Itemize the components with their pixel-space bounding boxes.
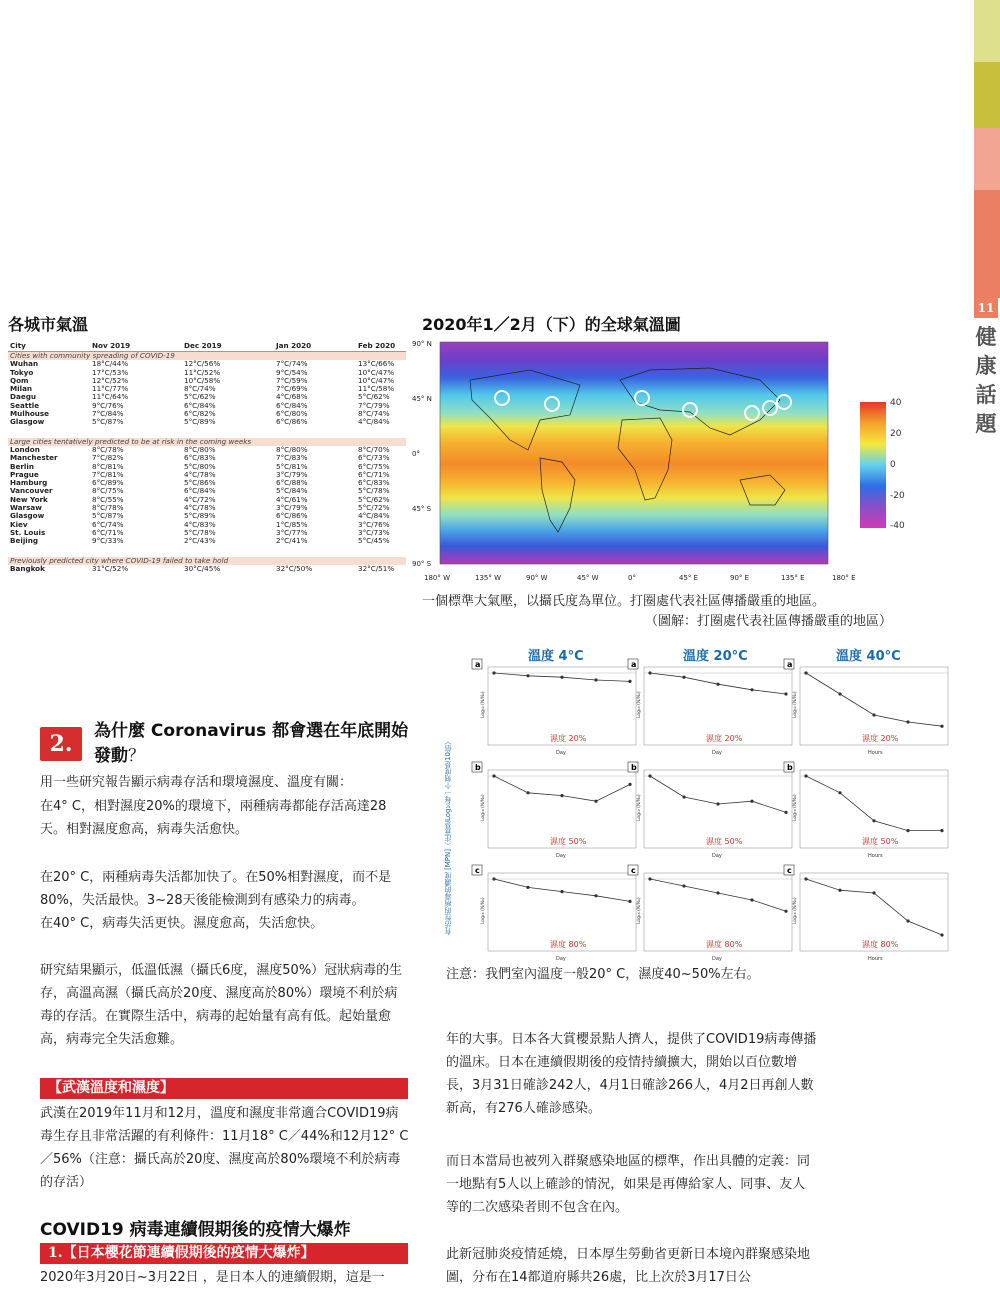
decay-chart-point bbox=[940, 725, 943, 728]
decay-chart-point bbox=[838, 692, 841, 695]
decay-chart-point bbox=[716, 802, 719, 805]
legend-label-0: 0 bbox=[890, 460, 896, 470]
paragraph-results: 研究結果顯示，低溫低濕（攝氏6度，濕度50%）冠狀病毒的生存，高溫高濕（攝氏高於20度、濕度高於80%）環境不利於病毒的存活。在實際生活中，病毒的起始量有高有低。起始量愈高，病毒完全失活愈難。 bbox=[40, 963, 403, 1047]
decay-chart-y-label: Log₁₀ (N/N₀) bbox=[793, 691, 798, 718]
decay-chart-point bbox=[750, 688, 753, 691]
map-lon-label: 180° E bbox=[832, 574, 856, 582]
decay-chart-panel bbox=[628, 762, 792, 859]
decay-chart-point bbox=[838, 791, 841, 794]
city-table-row: Tokyo 17°C/53% 11°C/52% 9°C/54% 10°C/47% bbox=[10, 367, 395, 377]
chart-col-title-40c: 溫度 40°C bbox=[836, 649, 901, 664]
paragraph-20c: 在20° C，兩種病毒失活都加快了。在50%相對濕度，而不是80%，失活最快。3~28天後能檢測到有感染力的病毒。 bbox=[40, 870, 392, 908]
decay-chart-humidity-label: 濕度 50% bbox=[862, 837, 899, 846]
decay-chart-point bbox=[492, 671, 495, 674]
decay-chart-point bbox=[804, 671, 807, 674]
decay-chart-humidity-label: 濕度 50% bbox=[706, 837, 743, 846]
map-caption-line2: （圖解：打圈處代表社區傳播嚴重的地區） bbox=[644, 614, 892, 629]
outbreak-heading: COVID19 病毒連續假期後的疫情大爆炸 bbox=[40, 1220, 351, 1240]
decay-chart-point bbox=[682, 884, 685, 887]
city-table-row: Bangkok 31°C/52% 30°C/45% 32°C/50% 32°C/51% bbox=[10, 563, 395, 573]
city-table-row: Qom 12°C/52% 10°C/58% 7°C/59% 10°C/47% bbox=[10, 375, 395, 385]
map-lon-label: 45° W bbox=[577, 574, 599, 582]
decay-chart-x-label: Day bbox=[556, 956, 566, 962]
decay-chart-point bbox=[560, 676, 563, 679]
city-table-row: Warsaw 8°C/78% 4°C/78% 3°C/79% 5°C/72% bbox=[10, 503, 390, 513]
decay-chart-x-label: Day bbox=[556, 750, 566, 756]
city-table-row: Hamburg 6°C/89% 5°C/86% 6°C/88% 6°C/83% bbox=[10, 478, 390, 488]
global-temperature-map bbox=[410, 340, 856, 590]
side-strip-1 bbox=[974, 0, 1000, 62]
decay-chart-point bbox=[628, 783, 631, 786]
decay-chart-point bbox=[560, 794, 563, 797]
decay-chart-point bbox=[594, 678, 597, 681]
map-lon-label: 135° W bbox=[475, 574, 502, 582]
city-table-row: Glasgow 5°C/87% 5°C/89% 6°C/86% 4°C/84% bbox=[10, 511, 390, 521]
paragraph-japan-cont: 年的大事。日本各大賞櫻景點人擠人，提供了COVID19病毒傳播的溫床。日本在連續假期後的疫情持續擴大，開始以百位數增長，3月31日確診242人，4月1日確診266人，4月2日再創人數新高，有276人確診感染。 bbox=[446, 1032, 817, 1116]
city-table-row: Beijing 9°C/33% 2°C/43% 2°C/41% 5°C/45% bbox=[10, 536, 390, 546]
side-strip-3 bbox=[974, 128, 1000, 190]
city-table-row: Manchester 7°C/82% 6°C/83% 7°C/83% 6°C/73% bbox=[10, 453, 390, 463]
decay-chart-point bbox=[526, 674, 529, 677]
decay-chart-y-label: Log₁₀ (N/N₀) bbox=[637, 691, 642, 718]
decay-chart-point bbox=[750, 800, 753, 803]
city-table-row: Prague 7°C/81% 4°C/78% 3°C/79% 6°C/71% bbox=[10, 469, 390, 479]
decay-chart-point bbox=[594, 894, 597, 897]
decay-chart-point bbox=[906, 919, 909, 922]
decay-chart-humidity-label: 濕度 80% bbox=[550, 940, 587, 949]
decay-chart-panel bbox=[784, 659, 948, 756]
wuhan-section-bar: 【武漢溫度和濕度】 bbox=[40, 1078, 408, 1099]
city-table-group-label: Cities with community spreading of COVID-19 bbox=[8, 352, 406, 361]
city-table-col-header: Feb 2020 bbox=[356, 340, 406, 352]
city-temperature-table bbox=[8, 340, 406, 573]
legend-label-20: 20 bbox=[890, 429, 902, 439]
question-title-mark: ？ bbox=[128, 746, 145, 766]
decay-chart-letter: b bbox=[631, 763, 637, 772]
map-lat-label: 90° N bbox=[412, 340, 432, 348]
decay-charts-grid bbox=[470, 655, 970, 962]
decay-chart-y-label: Log₁₀ (N/N₀) bbox=[481, 794, 486, 821]
city-table-col-header: Jan 2020 bbox=[274, 340, 356, 352]
decay-chart-point bbox=[682, 795, 685, 798]
decay-chart-point bbox=[628, 680, 631, 683]
legend-label-minus40: -40 bbox=[890, 521, 905, 531]
side-strip-4 bbox=[974, 190, 1000, 298]
chart-col-title-4c: 溫度 4°C bbox=[528, 649, 584, 664]
paragraph-cluster-definition: 而日本當局也被列入群聚感染地區的標準，作出具體的定義：同一地點有5人以上確診的情況，如果是再傳給家人、同事、友人等的二次感染者則不包含在內。 bbox=[446, 1154, 811, 1215]
decay-chart-point bbox=[940, 933, 943, 936]
decay-chart-y-label: Log₁₀ (N/N₀) bbox=[481, 691, 486, 718]
city-table-row: Wuhan 18°C/44% 12°C/56% 7°C/74% 13°C/66% bbox=[10, 359, 395, 369]
decay-chart-humidity-label: 濕度 50% bbox=[550, 837, 587, 846]
map-lat-label: 45° N bbox=[412, 395, 432, 403]
question-title-text: 為什麼 Coronavirus 都會選在年底開始發動 bbox=[94, 721, 409, 766]
map-lon-label: 90° W bbox=[526, 574, 548, 582]
decay-chart-point bbox=[594, 800, 597, 803]
decay-chart-point bbox=[628, 900, 631, 903]
city-table-row: Vancouver 8°C/75% 6°C/84% 5°C/84% 5°C/78% bbox=[10, 486, 390, 496]
question-title bbox=[94, 719, 414, 769]
map-lat-label: 0° bbox=[412, 450, 420, 458]
map-lon-label: 90° E bbox=[730, 574, 750, 582]
decay-chart-humidity-label: 濕度 80% bbox=[706, 940, 743, 949]
decay-chart-panel bbox=[784, 865, 948, 962]
decay-chart-y-label: Log₁₀ (N/N₀) bbox=[637, 897, 642, 924]
temperature-legend-bar bbox=[860, 402, 886, 528]
decay-chart-letter: a bbox=[631, 660, 637, 669]
city-table-col-header: City bbox=[8, 340, 90, 352]
decay-chart-panel bbox=[628, 865, 792, 962]
map-caption-line1: 一個標準大氣壓，以攝氏度為單位。打圈處代表社區傳播嚴重的地區。 bbox=[422, 594, 826, 609]
city-table-col-header: Dec 2019 bbox=[182, 340, 274, 352]
map-lon-label: 135° E bbox=[781, 574, 805, 582]
paragraph-cluster-map: 此新冠肺炎疫情延燒，日本厚生勞動省更新日本境內群聚感染地圖，分布在14都道府縣共26處，比上次於3月17日公 bbox=[446, 1247, 811, 1285]
decay-chart-letter: c bbox=[475, 866, 480, 875]
paragraph-intro: 用一些研究報告顯示病毒存活和環境濕度、溫度有關： bbox=[40, 775, 353, 790]
decay-chart-panel bbox=[784, 762, 948, 859]
city-table-row: Berlin 8°C/81% 5°C/80% 5°C/81% 6°C/75% bbox=[10, 461, 390, 471]
decay-chart-point bbox=[784, 910, 787, 913]
decay-chart-humidity-label: 濕度 20% bbox=[862, 734, 899, 743]
decay-chart-point bbox=[804, 877, 807, 880]
city-table-row: London 8°C/78% 8°C/80% 8°C/80% 8°C/70% bbox=[10, 444, 390, 454]
charts-note: 注意：我們室內溫度一般20° C，濕度40~50%左右。 bbox=[446, 967, 760, 982]
city-table-row: New York 8°C/55% 4°C/72% 4°C/61% 5°C/62% bbox=[10, 494, 390, 504]
decay-chart-y-label: Log₁₀ (N/N₀) bbox=[481, 897, 486, 924]
decay-chart-x-label: Hours bbox=[868, 853, 883, 859]
page-number: 11 bbox=[974, 298, 998, 318]
paragraph-japan-start: 2020年3月20日~3月22日 ，是日本人的連續假期，這是一 bbox=[40, 1270, 385, 1285]
decay-chart-point bbox=[716, 683, 719, 686]
map-lon-label: 45° E bbox=[679, 574, 699, 582]
decay-chart-point bbox=[492, 774, 495, 777]
decay-chart-point bbox=[804, 774, 807, 777]
decay-chart-x-label: Day bbox=[556, 853, 566, 859]
decay-chart-panel bbox=[472, 659, 636, 756]
map-lat-label: 90° S bbox=[412, 560, 432, 568]
decay-chart-point bbox=[940, 829, 943, 832]
decay-chart-humidity-label: 濕度 20% bbox=[706, 734, 743, 743]
decay-chart-point bbox=[648, 877, 651, 880]
decay-chart-point bbox=[872, 891, 875, 894]
map-lat-label: 45° S bbox=[412, 505, 432, 513]
decay-chart-y-label: Log₁₀ (N/N₀) bbox=[793, 794, 798, 821]
decay-chart-point bbox=[838, 889, 841, 892]
paragraph-40c: 在40° C，病毒失活更快。濕度愈高，失活愈快。 bbox=[40, 916, 324, 931]
city-table-row: Seattle 9°C/76% 6°C/84% 6°C/84% 7°C/79% bbox=[10, 400, 390, 410]
charts-y-axis-title: 有活性的病毒的濃度 [MPN]（注意是Log₁₀每一个刻度是10倍） bbox=[444, 738, 452, 936]
decay-chart-x-label: Hours bbox=[868, 750, 883, 756]
section-title: 健康話題 bbox=[975, 324, 997, 436]
decay-chart-letter: c bbox=[631, 866, 636, 875]
city-table-col-header: Nov 2019 bbox=[90, 340, 182, 352]
map-lon-label: 180° W bbox=[424, 574, 451, 582]
map-lon-label: 0° bbox=[628, 574, 636, 582]
decay-chart-point bbox=[906, 829, 909, 832]
city-table-row: Daegu 11°C/64% 5°C/62% 4°C/68% 5°C/62% bbox=[10, 392, 390, 402]
city-table-row: Milan 11°C/77% 8°C/74% 7°C/69% 11°C/58% bbox=[10, 384, 395, 394]
decay-chart-point bbox=[872, 819, 875, 822]
decay-chart-point bbox=[648, 671, 651, 674]
legend-label-minus20: -20 bbox=[890, 491, 905, 501]
city-table-row: Mulhouse 7°C/84% 6°C/82% 6°C/80% 8°C/74% bbox=[10, 409, 390, 419]
question-number-badge: 2. bbox=[40, 727, 82, 761]
decay-chart-panel bbox=[472, 865, 636, 962]
paragraph-4c: 在4° C，相對濕度20%的環境下，兩種病毒都能存活高達28天。相對濕度愈高，病毒失活愈快。 bbox=[40, 799, 387, 837]
decay-chart-point bbox=[716, 891, 719, 894]
decay-chart-letter: a bbox=[475, 660, 481, 669]
japan-section-bar: 1.【日本櫻花節連續假期後的疫情大爆炸】 bbox=[40, 1243, 408, 1264]
decay-chart-point bbox=[872, 713, 875, 716]
city-table-row: St. Louis 6°C/71% 5°C/78% 3°C/77% 3°C/73% bbox=[10, 527, 390, 537]
decay-chart-point bbox=[560, 890, 563, 893]
city-table-group-label: Large cities tentatively predicted to be at risk in the coming weeks bbox=[8, 438, 406, 446]
city-table-heading: 各城市氣溫 bbox=[8, 315, 89, 334]
legend-label-40: 40 bbox=[890, 398, 902, 408]
decay-chart-y-label: Log₁₀ (N/N₀) bbox=[793, 897, 798, 924]
decay-chart-point bbox=[750, 898, 753, 901]
paragraph-wuhan: 武漢在2019年11月和12月，溫度和濕度非常適合COVID19病毒生存且非常活躍的有利條件：11月18° C／44%和12月12° C／56%（注意：攝氏高於20度、濕度高於80%環境不利於病毒的存活） bbox=[40, 1106, 409, 1190]
city-table-row: Kiev 6°C/74% 4°C/83% 1°C/85% 3°C/76% bbox=[10, 519, 390, 529]
decay-chart-letter: b bbox=[475, 763, 481, 772]
decay-chart-x-label: Day bbox=[712, 750, 722, 756]
decay-chart-point bbox=[492, 877, 495, 880]
decay-chart-point bbox=[682, 676, 685, 679]
decay-chart-letter: b bbox=[787, 763, 793, 772]
map-caption bbox=[422, 592, 922, 632]
decay-chart-y-label: Log₁₀ (N/N₀) bbox=[637, 794, 642, 821]
decay-chart-letter: c bbox=[787, 866, 792, 875]
decay-chart-panel bbox=[472, 762, 636, 859]
city-table-row: Glasgow 5°C/87% 5°C/89% 6°C/86% 4°C/84% bbox=[10, 417, 390, 427]
decay-chart-point bbox=[526, 791, 529, 794]
side-strip-2 bbox=[974, 62, 1000, 128]
decay-chart-point bbox=[784, 811, 787, 814]
decay-chart-x-label: Hours bbox=[868, 956, 883, 962]
decay-chart-humidity-label: 濕度 80% bbox=[862, 940, 899, 949]
decay-chart-point bbox=[784, 692, 787, 695]
decay-chart-point bbox=[648, 774, 651, 777]
decay-chart-panel bbox=[628, 659, 792, 756]
city-table-group-label: Previously predicted city where COVID-19 failed to take hold bbox=[8, 557, 406, 565]
chart-col-title-20c: 溫度 20°C bbox=[683, 649, 748, 664]
map-svg bbox=[410, 340, 856, 590]
decay-chart-point bbox=[526, 886, 529, 889]
decay-chart-letter: a bbox=[787, 660, 793, 669]
decay-chart-x-label: Day bbox=[712, 853, 722, 859]
decay-chart-point bbox=[906, 720, 909, 723]
decay-chart-humidity-label: 濕度 20% bbox=[550, 734, 587, 743]
decay-chart-x-label: Day bbox=[712, 956, 722, 962]
map-heading: 2020年1／2月（下）的全球氣溫圖 bbox=[422, 315, 681, 334]
